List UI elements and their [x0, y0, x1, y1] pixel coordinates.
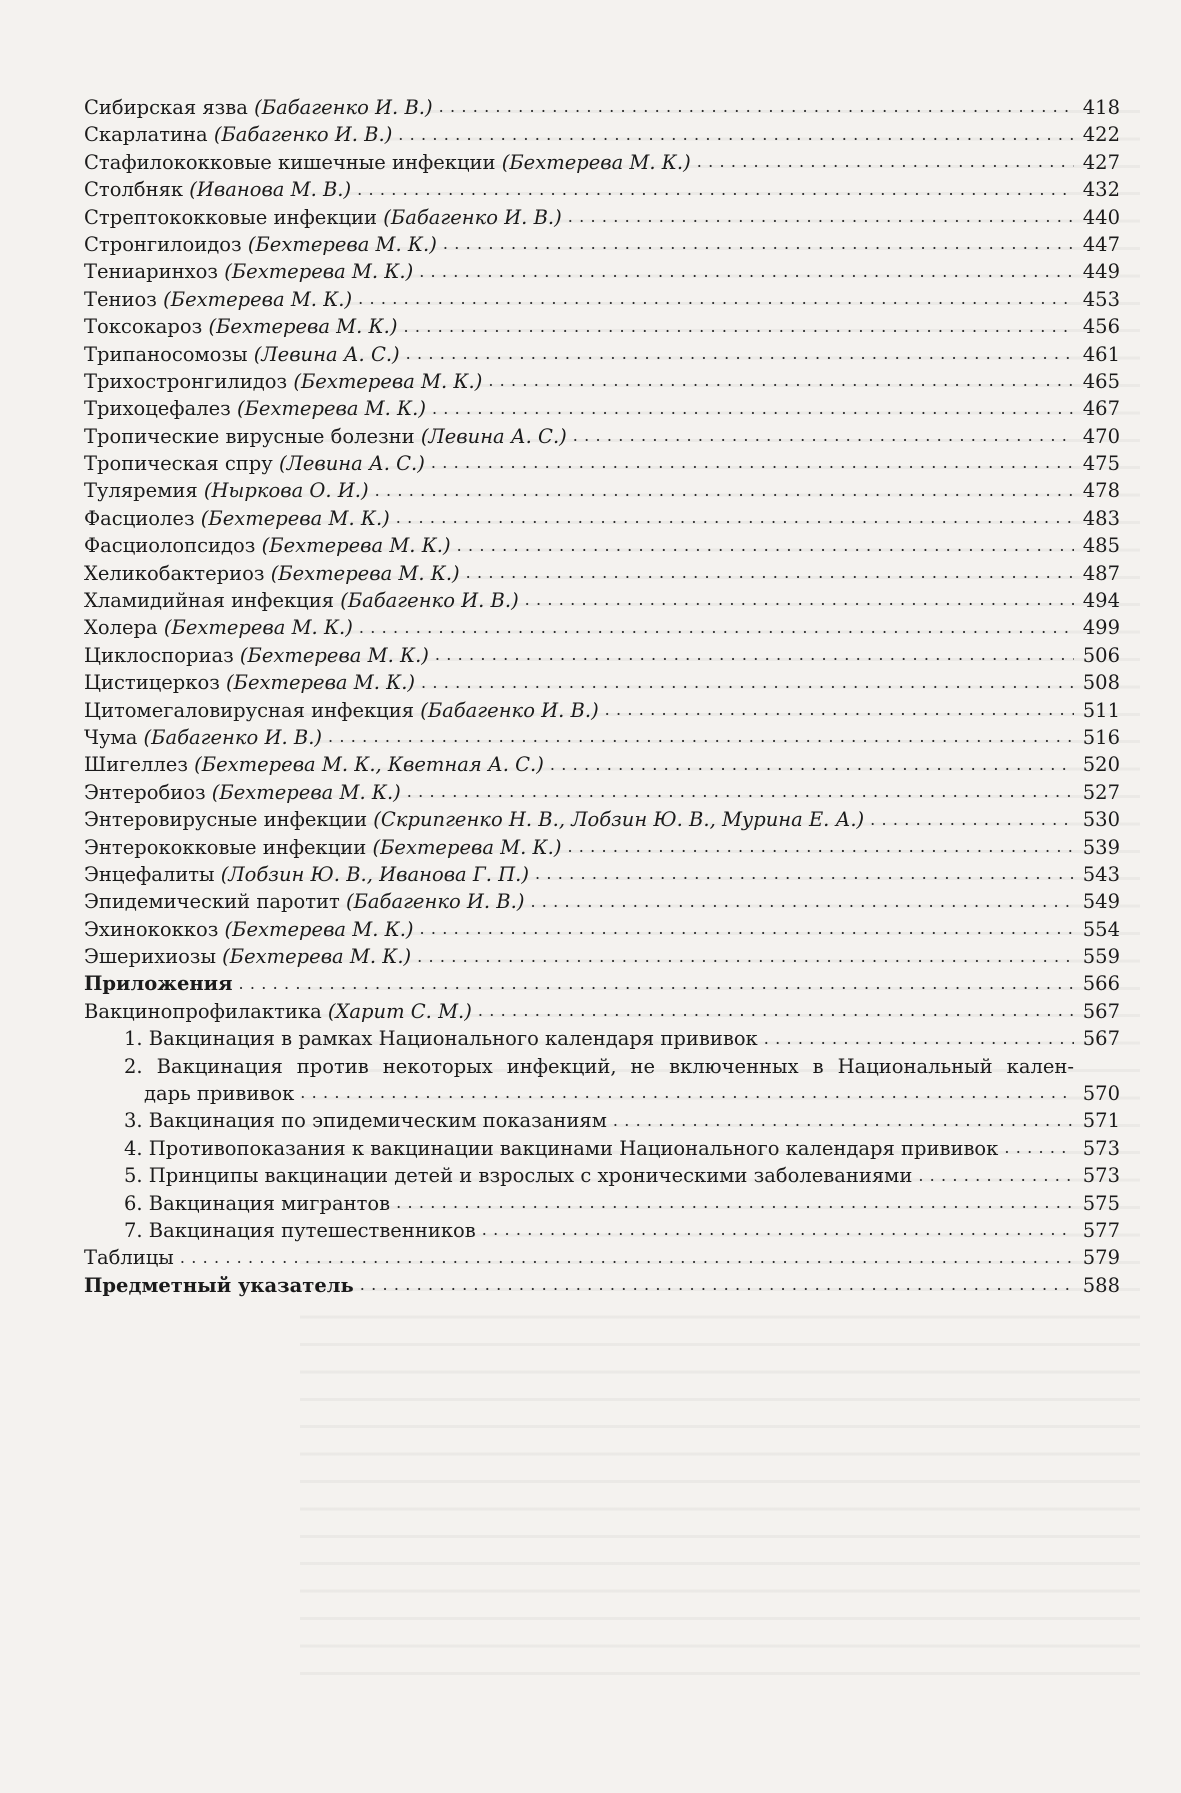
- entry-author: (Бехтерева М. К.): [211, 780, 401, 804]
- entry-title: Эпидемический паротит: [84, 890, 340, 914]
- entry-author: (Бехтерева М. К.): [236, 397, 426, 421]
- dot-leader: [432, 398, 1074, 423]
- toc-entry-index[interactable]: [84, 1272, 1120, 1299]
- entry-title: 4. Противопоказания к вакцинации вакцинами Национального календаря прививок: [124, 1136, 999, 1160]
- dot-leader: [180, 1247, 1074, 1272]
- entry-author: (Бехтерева М. К.): [247, 232, 437, 256]
- toc-entry[interactable]: [84, 94, 1120, 121]
- entry-title: Стафилококковые кишечные инфекции: [84, 150, 496, 174]
- entry-title: Трихостронгилидоз: [84, 369, 288, 393]
- entry-page-number: 487: [1082, 561, 1120, 585]
- entry-title: Стрептококковые инфекции: [84, 205, 378, 229]
- entry-page-number: 499: [1082, 616, 1120, 640]
- entry-title: Столбняк: [84, 178, 184, 202]
- entry-page-number: 447: [1082, 232, 1120, 256]
- toc-entry[interactable]: [84, 477, 1120, 504]
- toc-entry[interactable]: [84, 341, 1120, 368]
- entry-page-number: 567: [1082, 1027, 1120, 1051]
- dot-leader: [435, 644, 1074, 669]
- dot-leader: [406, 343, 1074, 368]
- toc-entry[interactable]: [84, 779, 1120, 806]
- toc-entry[interactable]: [84, 943, 1120, 970]
- dot-leader: [357, 179, 1074, 204]
- dot-leader: [530, 891, 1074, 916]
- entry-author: (Бехтерева М. К.): [261, 534, 451, 558]
- entry-page-number: 567: [1082, 999, 1120, 1023]
- toc-entry[interactable]: [84, 751, 1120, 778]
- toc-entry[interactable]: [84, 669, 1120, 696]
- toc-entry[interactable]: [84, 505, 1120, 532]
- toc-entry[interactable]: [84, 642, 1120, 669]
- dot-leader: [420, 918, 1074, 943]
- entry-title: Энтерококковые инфекции: [84, 835, 367, 859]
- entry-title: Цитомегаловирусная инфекция: [84, 698, 415, 722]
- entry-page-number: 467: [1082, 397, 1120, 421]
- dot-leader: [421, 672, 1074, 697]
- entry-page-number: 559: [1082, 945, 1120, 969]
- entry-page-number: 508: [1082, 671, 1120, 695]
- table-of-contents: [84, 94, 1120, 1299]
- entry-title: Хеликобактериоз: [84, 561, 265, 585]
- entry-page-number: 543: [1082, 862, 1120, 886]
- toc-entry[interactable]: [84, 861, 1120, 888]
- entry-page-number: 527: [1082, 780, 1120, 804]
- entry-title: 6. Вакцинация мигрантов: [124, 1191, 391, 1215]
- entry-title: Циклоспориаз: [84, 643, 234, 667]
- entry-author: (Бехтерева М. К.): [224, 917, 414, 941]
- dot-leader: [613, 1110, 1074, 1135]
- entry-title: Приложения: [84, 972, 233, 996]
- entry-title: Предметный указатель: [84, 1273, 354, 1297]
- dot-leader: [328, 726, 1074, 751]
- entry-title: Трипаносомозы: [84, 342, 248, 366]
- toc-entry[interactable]: [84, 149, 1120, 176]
- entry-title: Тропические вирусные болезни: [84, 424, 415, 448]
- toc-subentry[interactable]: [84, 1135, 1120, 1162]
- entry-author: (Лобзин Ю. В., Иванова Г. П.): [220, 862, 529, 886]
- entry-author: (Бабагенко И. В.): [143, 725, 322, 749]
- dot-leader: [918, 1165, 1074, 1190]
- entry-title: 7. Вакцинация путешественников: [124, 1219, 476, 1243]
- entry-title: Токсокароз: [84, 315, 203, 339]
- toc-entry-vaccine[interactable]: [84, 998, 1120, 1025]
- toc-entry[interactable]: [84, 313, 1120, 340]
- dot-leader: [398, 124, 1074, 149]
- entry-title: Вакцинопрофилактика: [84, 999, 322, 1023]
- entry-page-number: 577: [1082, 1219, 1120, 1243]
- entry-author: (Левина А. С.): [278, 452, 425, 476]
- dot-leader: [360, 1274, 1074, 1299]
- toc-entry[interactable]: [84, 176, 1120, 203]
- entry-title: Цистицеркоз: [84, 671, 220, 695]
- dot-leader: [697, 151, 1074, 176]
- toc-entry-tables[interactable]: [84, 1244, 1120, 1271]
- entry-page-number: 566: [1082, 972, 1120, 996]
- entry-author: (Бабагенко И. В.): [383, 205, 562, 229]
- entry-author: (Харит С. М.): [327, 999, 472, 1023]
- entry-title: Скарлатина: [84, 123, 208, 147]
- toc-entry[interactable]: [84, 888, 1120, 915]
- entry-title: Энтеробиоз: [84, 780, 206, 804]
- entry-page-number: 485: [1082, 534, 1120, 558]
- entry-title-line2: дарь прививок: [144, 1082, 295, 1106]
- entry-author: (Бехтерева М. К.): [222, 945, 412, 969]
- dot-leader: [443, 233, 1074, 258]
- entry-title: Тропическая спру: [84, 452, 273, 476]
- entry-title: Туляремия: [84, 479, 198, 503]
- dot-leader: [300, 1082, 1074, 1107]
- entry-title: Сибирская язва: [84, 95, 248, 119]
- entry-page-number: 418: [1082, 95, 1120, 119]
- entry-title: Эшерихиозы: [84, 945, 216, 969]
- toc-entry[interactable]: [84, 204, 1120, 231]
- toc-subentry[interactable]: [84, 1190, 1120, 1217]
- entry-page-number: 427: [1082, 150, 1120, 174]
- dot-leader: [239, 973, 1074, 998]
- entry-title: Шигеллез: [84, 753, 188, 777]
- dot-leader: [439, 96, 1074, 121]
- entry-author: (Скрипгенко Н. В., Лобзин Ю. В., Мурина Е. А.): [373, 808, 865, 832]
- entry-title: 3. Вакцинация по эпидемическим показаниям: [124, 1109, 607, 1133]
- entry-title: Холера: [84, 616, 158, 640]
- entry-author: (Бабагенко И. В.): [340, 589, 519, 613]
- toc-subentry[interactable]: [84, 1025, 1120, 1052]
- entry-title: 5. Принципы вакцинации детей и взрослых с хроническими заболеваниями: [124, 1164, 913, 1188]
- toc-subentry[interactable]: [84, 1107, 1120, 1134]
- toc-subentry[interactable]: [84, 1162, 1120, 1189]
- dot-leader: [375, 480, 1074, 505]
- dot-leader: [407, 781, 1074, 806]
- dot-leader: [567, 836, 1074, 861]
- entry-author: (Левина А. С.): [253, 342, 400, 366]
- dot-leader: [457, 535, 1074, 560]
- toc-entry-appendix[interactable]: [84, 971, 1120, 998]
- entry-author: (Бехтерева М. К.): [163, 287, 353, 311]
- entry-author: (Левина А. С.): [420, 424, 567, 448]
- entry-title: Стронгилоидоз: [84, 232, 242, 256]
- dot-leader: [358, 288, 1074, 313]
- entry-title: Чума: [84, 725, 138, 749]
- entry-author: (Бехтерева М. К.): [163, 616, 353, 640]
- dot-leader: [359, 617, 1074, 642]
- dot-leader: [417, 946, 1074, 971]
- entry-page-number: 573: [1082, 1164, 1120, 1188]
- entry-page-number: 483: [1082, 506, 1120, 530]
- entry-page-number: 449: [1082, 260, 1120, 284]
- dot-leader: [870, 809, 1074, 834]
- dot-leader: [466, 562, 1074, 587]
- entry-page-number: 511: [1082, 698, 1120, 722]
- entry-title: Таблицы: [84, 1246, 174, 1270]
- dot-leader: [535, 863, 1074, 888]
- entry-title: Тениаринхоз: [84, 260, 219, 284]
- entry-page-number: 465: [1082, 369, 1120, 393]
- dot-leader: [431, 452, 1074, 477]
- toc-entry[interactable]: [84, 614, 1120, 641]
- dot-leader: [525, 589, 1074, 614]
- toc-entry[interactable]: [84, 806, 1120, 833]
- entry-author: (Бехтерева М. К.): [270, 561, 460, 585]
- entry-author: (Бехтерева М. К., Кветная А. С.): [194, 753, 544, 777]
- entry-title: Фасциолез: [84, 506, 195, 530]
- entry-page-number: 422: [1082, 123, 1120, 147]
- entry-page-number: 588: [1082, 1273, 1120, 1297]
- entry-page-number: 573: [1082, 1136, 1120, 1160]
- dot-leader: [488, 370, 1074, 395]
- entry-title: 1. Вакцинация в рамках Национального календаря прививок: [124, 1027, 758, 1051]
- toc-entry[interactable]: [84, 286, 1120, 313]
- entry-author: (Бабагенко И. В.): [254, 95, 433, 119]
- entry-title: Тениоз: [84, 287, 157, 311]
- dot-leader: [1004, 1137, 1074, 1162]
- toc-entry[interactable]: [84, 121, 1120, 148]
- toc-entry[interactable]: [84, 395, 1120, 422]
- entry-title: Фасциолопсидоз: [84, 534, 256, 558]
- entry-page-number: 470: [1082, 424, 1120, 448]
- entry-title-line1: 2. Вакцинация против некоторых инфекций, не включенных в Национальный кален-: [124, 1054, 1074, 1078]
- toc-entry[interactable]: [84, 258, 1120, 285]
- entry-page-number: 475: [1082, 452, 1120, 476]
- entry-author: (Бехтерева М. К.): [501, 150, 691, 174]
- dot-leader: [568, 206, 1074, 231]
- entry-author: (Ныркова О. И.): [203, 479, 369, 503]
- dot-leader: [396, 507, 1074, 532]
- entry-author: (Бехтерева М. К.): [208, 315, 398, 339]
- entry-title: Эхинококкоз: [84, 917, 219, 941]
- entry-author: (Иванова М. В.): [189, 178, 352, 202]
- toc-subentry[interactable]: [84, 1053, 1120, 1108]
- entry-page-number: 506: [1082, 643, 1120, 667]
- toc-subentry[interactable]: [84, 1217, 1120, 1244]
- entry-page-number: 461: [1082, 342, 1120, 366]
- dot-leader: [605, 699, 1074, 724]
- entry-page-number: 494: [1082, 589, 1120, 613]
- dot-leader: [478, 1000, 1074, 1025]
- entry-author: (Бехтерева М. К.): [200, 506, 390, 530]
- entry-page-number: 570: [1082, 1082, 1120, 1106]
- dot-leader: [550, 754, 1074, 779]
- dot-leader: [396, 1192, 1074, 1217]
- entry-page-number: 478: [1082, 479, 1120, 503]
- entry-page-number: 520: [1082, 753, 1120, 777]
- toc-entry[interactable]: [84, 368, 1120, 395]
- entry-page-number: 549: [1082, 890, 1120, 914]
- entry-page-number: 456: [1082, 315, 1120, 339]
- toc-entry[interactable]: [84, 560, 1120, 587]
- entry-author: (Бехтерева М. К.): [226, 671, 416, 695]
- entry-author: (Бехтерева М. К.): [293, 369, 483, 393]
- dot-leader: [482, 1219, 1074, 1244]
- dot-leader: [403, 316, 1074, 341]
- entry-page-number: 539: [1082, 835, 1120, 859]
- entry-page-number: 571: [1082, 1109, 1120, 1133]
- toc-entry[interactable]: [84, 231, 1120, 258]
- toc-entry[interactable]: [84, 423, 1120, 450]
- toc-entry[interactable]: [84, 834, 1120, 861]
- entry-title: Энцефалиты: [84, 862, 215, 886]
- toc-entry[interactable]: [84, 587, 1120, 614]
- toc-entry[interactable]: [84, 724, 1120, 751]
- entry-page-number: 554: [1082, 917, 1120, 941]
- dot-leader: [419, 261, 1074, 286]
- entry-author: (Бабагенко И. В.): [345, 890, 525, 914]
- entry-page-number: 440: [1082, 205, 1120, 229]
- entry-title: Трихоцефалез: [84, 397, 231, 421]
- entry-author: (Бехтерева М. К.): [239, 643, 429, 667]
- entry-title: Хламидийная инфекция: [84, 589, 335, 613]
- toc-entry[interactable]: [84, 916, 1120, 943]
- entry-page-number: 575: [1082, 1191, 1120, 1215]
- entry-page-number: 432: [1082, 178, 1120, 202]
- entry-author: (Бехтерева М. К.): [372, 835, 562, 859]
- entry-title: Энтеровирусные инфекции: [84, 808, 368, 832]
- dot-leader: [764, 1028, 1074, 1053]
- toc-entry[interactable]: [84, 697, 1120, 724]
- toc-entry[interactable]: [84, 532, 1120, 559]
- dot-leader: [573, 425, 1074, 450]
- entry-page-number: 516: [1082, 725, 1120, 749]
- entry-page-number: 579: [1082, 1246, 1120, 1270]
- toc-entry[interactable]: [84, 450, 1120, 477]
- entry-page-number: 453: [1082, 287, 1120, 311]
- entry-page-number: 530: [1082, 808, 1120, 832]
- entry-author: (Бехтерева М. К.): [224, 260, 414, 284]
- entry-author: (Бабагенко И. В.): [420, 698, 599, 722]
- entry-author: (Бабагенко И. В.): [213, 123, 393, 147]
